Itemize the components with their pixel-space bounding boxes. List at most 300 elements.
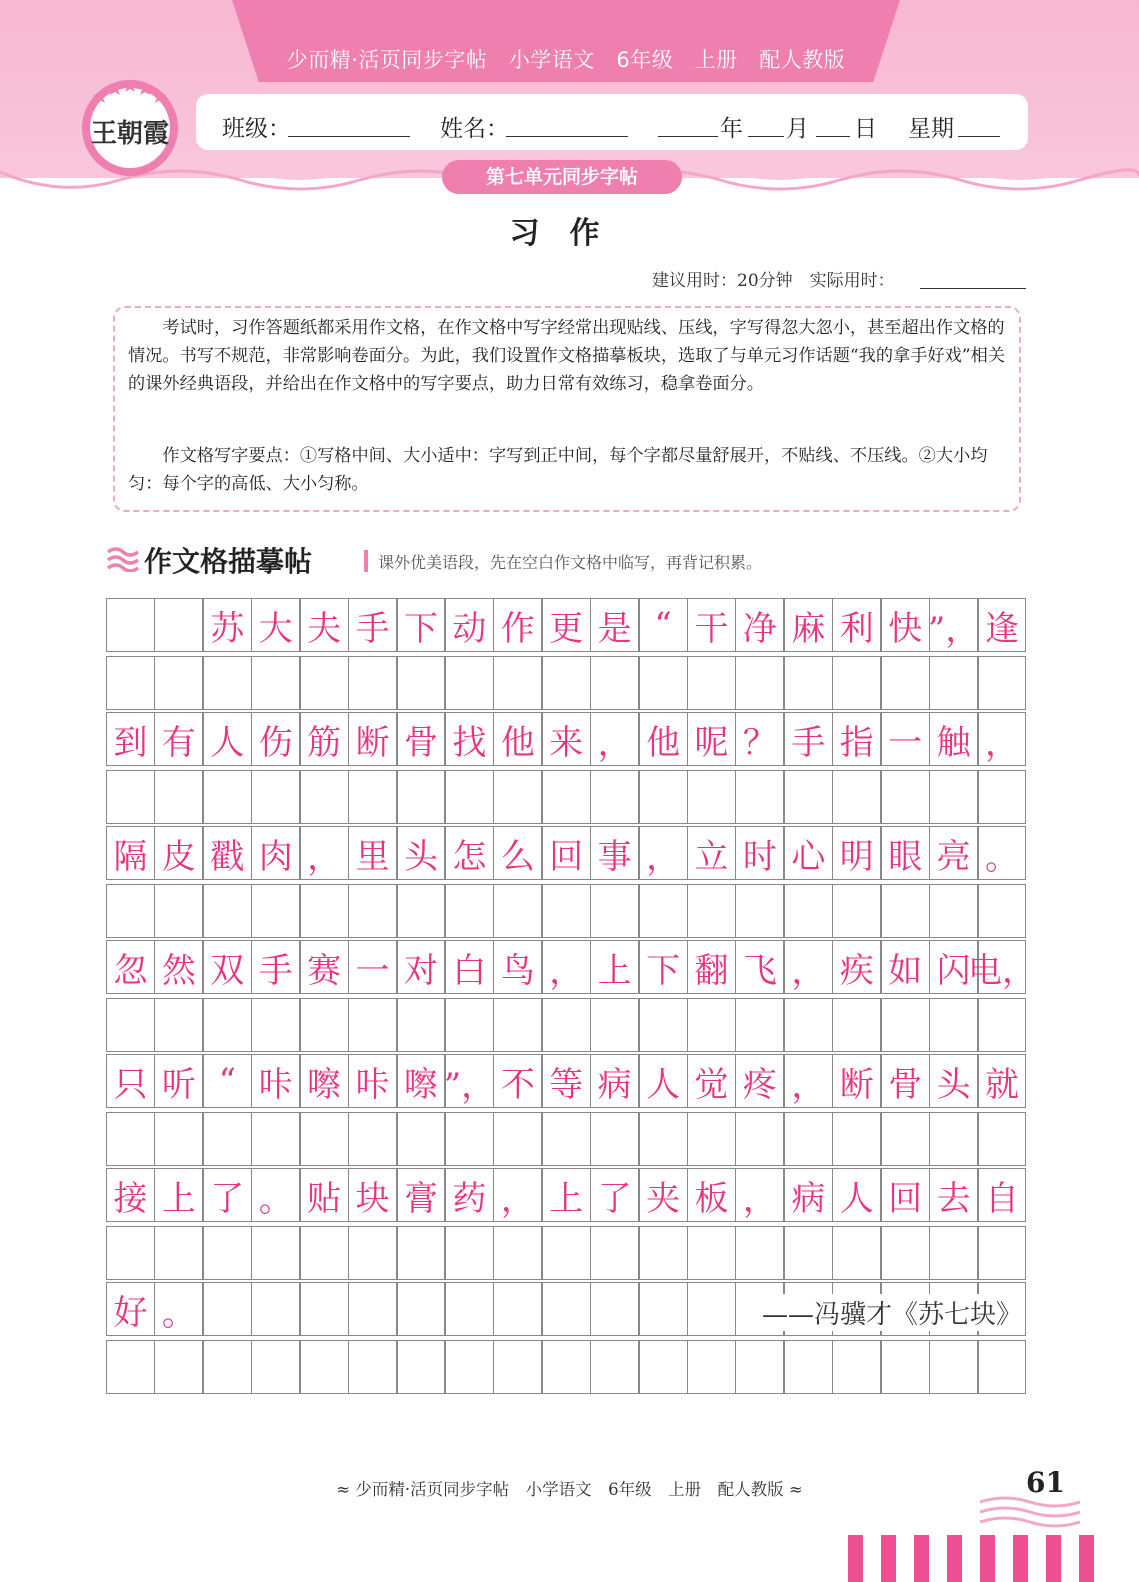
practice-cell[interactable] (832, 1226, 881, 1280)
practice-cell[interactable] (832, 1340, 881, 1394)
practice-cell[interactable] (542, 1226, 591, 1280)
practice-cell[interactable] (445, 1112, 494, 1166)
grid-cell (929, 712, 978, 766)
grid-cell (493, 598, 542, 652)
practice-cell[interactable] (493, 770, 542, 824)
wave-icon (106, 546, 140, 572)
grid-cell (590, 940, 639, 994)
page-title: 习作 (509, 216, 630, 251)
grid-cell (300, 826, 349, 880)
practice-cell[interactable] (397, 1226, 446, 1280)
practice-cell[interactable] (397, 770, 446, 824)
grid-char: 怎 (452, 836, 487, 877)
day-label: 日 (854, 116, 877, 142)
practice-cell[interactable] (639, 656, 688, 710)
practice-cell[interactable] (881, 1340, 930, 1394)
practice-cell[interactable] (154, 770, 203, 824)
grid-cell (784, 598, 833, 652)
grid-cell (154, 598, 203, 652)
grid-cell (639, 940, 688, 994)
practice-cell[interactable] (251, 1226, 300, 1280)
practice-cell[interactable] (687, 1226, 736, 1280)
grid-cell (687, 1054, 736, 1108)
practice-cell[interactable] (881, 1112, 930, 1166)
practice-cell[interactable] (735, 998, 784, 1052)
practice-cell[interactable] (687, 656, 736, 710)
grid-cell (735, 1168, 784, 1222)
practice-cell[interactable] (203, 998, 252, 1052)
practice-cell[interactable] (542, 998, 591, 1052)
practice-cell[interactable] (590, 1340, 639, 1394)
practice-cell[interactable] (397, 656, 446, 710)
grid-cell (784, 940, 833, 994)
grid-cell (397, 1054, 446, 1108)
practice-cell[interactable] (154, 1226, 203, 1280)
grid-cell (397, 598, 446, 652)
practice-cell[interactable] (348, 1112, 397, 1166)
grid-char: 。 (258, 1180, 293, 1220)
practice-cell[interactable] (493, 1112, 542, 1166)
grid-cell (445, 598, 494, 652)
grid-char: ”， (927, 610, 980, 650)
practice-cell[interactable] (590, 1112, 639, 1166)
footer-stripe (848, 1535, 863, 1582)
grid-char: 接 (113, 1178, 148, 1219)
grid-cell (590, 598, 639, 652)
practice-cell[interactable] (784, 1112, 833, 1166)
practice-cell[interactable] (978, 998, 1027, 1052)
grid-char: 鸟 (500, 950, 535, 991)
grid-cell (106, 1282, 155, 1336)
practice-cell[interactable] (203, 656, 252, 710)
grid-cell (300, 712, 349, 766)
practice-cell[interactable] (881, 1226, 930, 1280)
practice-cell[interactable] (978, 1340, 1027, 1394)
grid-char: 他 (646, 722, 681, 763)
grid-cell (542, 1168, 591, 1222)
practice-cell[interactable] (832, 1112, 881, 1166)
practice-cell[interactable] (832, 884, 881, 938)
practice-cell[interactable] (639, 1112, 688, 1166)
grid-cell (639, 598, 688, 652)
practice-cell[interactable] (735, 1226, 784, 1280)
practice-cell[interactable] (154, 1340, 203, 1394)
practice-cell[interactable] (445, 1340, 494, 1394)
grid-char: 他 (500, 722, 535, 763)
grid-char: 夫 (307, 608, 342, 649)
grid-char: ， (791, 952, 826, 992)
practice-cell[interactable] (542, 1340, 591, 1394)
practice-cell[interactable] (639, 770, 688, 824)
grid-cell (832, 826, 881, 880)
practice-cell[interactable] (978, 1112, 1027, 1166)
intro-paragraph-2: 作文格写字要点：①写格中间、大小适中：字写到正中间，每个字都尽量舒展开，不贴线、不压线。②大小均匀：每个字的高低、大小匀称。 (128, 446, 988, 494)
class-field[interactable] (288, 136, 410, 137)
grid-cell (397, 1168, 446, 1222)
grid-cell (251, 940, 300, 994)
practice-cell[interactable] (832, 998, 881, 1052)
grid-cell (106, 1168, 155, 1222)
practice-cell[interactable] (881, 884, 930, 938)
grid-char: ， (597, 724, 632, 764)
grid-char: ， (549, 952, 584, 992)
practice-cell[interactable] (493, 884, 542, 938)
grid-cell (881, 826, 930, 880)
practice-cell[interactable] (929, 1340, 978, 1394)
practice-cell[interactable] (106, 656, 155, 710)
day-field[interactable] (816, 136, 850, 137)
footer-stripe (914, 1535, 929, 1582)
grid-char: 如 (888, 950, 923, 991)
practice-cell[interactable] (978, 656, 1027, 710)
grid-char: 净 (742, 608, 777, 649)
practice-cell[interactable] (251, 656, 300, 710)
practice-cell[interactable] (542, 770, 591, 824)
practice-cell[interactable] (397, 1340, 446, 1394)
month-field[interactable] (748, 136, 784, 137)
practice-cell[interactable] (251, 1112, 300, 1166)
practice-cell[interactable] (590, 770, 639, 824)
practice-cell[interactable] (300, 884, 349, 938)
grid-char: 电， (968, 950, 1037, 991)
grid-cell (590, 1282, 639, 1336)
practice-cell[interactable] (300, 1340, 349, 1394)
practice-cell[interactable] (687, 1112, 736, 1166)
grid-cell (154, 712, 203, 766)
grid-char: 板 (694, 1178, 729, 1219)
practice-cell[interactable] (687, 1340, 736, 1394)
grid-char: 逢 (985, 608, 1020, 649)
year-label: 年 (720, 116, 743, 142)
practice-cell[interactable] (929, 1112, 978, 1166)
grid-cell (348, 1054, 397, 1108)
practice-cell[interactable] (590, 884, 639, 938)
grid-cell (493, 1168, 542, 1222)
practice-cell[interactable] (978, 884, 1027, 938)
actual-time-field[interactable] (920, 288, 1026, 289)
grid-char: 自 (985, 1178, 1020, 1219)
grid-char: “ (218, 1061, 236, 1101)
grid-char: 头 (936, 1064, 971, 1105)
grid-cell (251, 598, 300, 652)
practice-cell[interactable] (639, 1226, 688, 1280)
grid-char: 苏 (210, 608, 245, 649)
practice-cell[interactable] (639, 884, 688, 938)
grid-cell (154, 826, 203, 880)
practice-cell[interactable] (881, 656, 930, 710)
practice-cell[interactable] (493, 998, 542, 1052)
grid-cell (639, 1054, 688, 1108)
practice-cell[interactable] (300, 1112, 349, 1166)
name-field[interactable] (506, 136, 628, 137)
practice-cell[interactable] (687, 884, 736, 938)
grid-char: 上 (549, 1178, 584, 1219)
grid-cell (445, 1168, 494, 1222)
grid-cell (445, 1282, 494, 1336)
grid-char: ， (791, 1066, 826, 1106)
grid-char: 上 (161, 1178, 196, 1219)
grid-char: 有 (161, 722, 196, 763)
grid-cell (251, 826, 300, 880)
practice-cell[interactable] (106, 998, 155, 1052)
practice-cell[interactable] (978, 1226, 1027, 1280)
grid-cell (687, 826, 736, 880)
grid-cell (397, 712, 446, 766)
practice-cell[interactable] (154, 656, 203, 710)
practice-cell[interactable] (251, 884, 300, 938)
weekday-field[interactable] (958, 136, 1000, 137)
practice-cell[interactable] (445, 998, 494, 1052)
grid-cell (445, 1054, 494, 1108)
practice-cell[interactable] (590, 1226, 639, 1280)
practice-cell[interactable] (542, 884, 591, 938)
grid-char: 指 (839, 722, 874, 763)
grid-cell (493, 712, 542, 766)
practice-cell[interactable] (735, 1340, 784, 1394)
practice-cell[interactable] (300, 1226, 349, 1280)
grid-char: 回 (549, 836, 584, 877)
grid-char: 病 (791, 1178, 826, 1219)
practice-cell[interactable] (300, 770, 349, 824)
practice-cell[interactable] (251, 770, 300, 824)
grid-cell (784, 712, 833, 766)
practice-cell[interactable] (397, 998, 446, 1052)
practice-cell[interactable] (203, 1340, 252, 1394)
grid-cell (493, 1282, 542, 1336)
composition-grid (106, 598, 1037, 1396)
grid-char: 。 (161, 1294, 196, 1334)
grid-cell (251, 712, 300, 766)
grid-char: 干 (694, 608, 729, 649)
practice-cell[interactable] (784, 998, 833, 1052)
grid-char: 手 (355, 608, 390, 649)
grid-char: 不 (500, 1064, 535, 1105)
practice-cell[interactable] (106, 770, 155, 824)
section-title: 作文格描摹帖 (144, 545, 313, 578)
grid-char: 骨 (403, 722, 438, 763)
practice-cell[interactable] (203, 884, 252, 938)
practice-cell[interactable] (639, 1340, 688, 1394)
practice-cell[interactable] (493, 1226, 542, 1280)
grid-char: ， (985, 724, 1020, 764)
practice-cell[interactable] (106, 1340, 155, 1394)
practice-cell[interactable] (784, 884, 833, 938)
grid-char: 时 (742, 836, 777, 877)
grid-char: 眼 (888, 836, 923, 877)
grid-char: 动 (452, 608, 487, 649)
practice-cell[interactable] (590, 998, 639, 1052)
practice-cell[interactable] (929, 770, 978, 824)
practice-cell[interactable] (735, 884, 784, 938)
practice-cell[interactable] (784, 770, 833, 824)
practice-cell[interactable] (348, 1340, 397, 1394)
page-number: 61 (1026, 1466, 1065, 1499)
grid-char: 贴 (307, 1178, 342, 1219)
grid-cell (929, 826, 978, 880)
practice-cell[interactable] (348, 884, 397, 938)
practice-cell[interactable] (348, 770, 397, 824)
footer-stripe (980, 1535, 995, 1582)
grid-cell (687, 1282, 736, 1336)
practice-cell[interactable] (687, 998, 736, 1052)
practice-cell[interactable] (445, 770, 494, 824)
practice-cell[interactable] (735, 1112, 784, 1166)
practice-cell[interactable] (445, 656, 494, 710)
practice-cell[interactable] (832, 770, 881, 824)
practice-cell[interactable] (881, 998, 930, 1052)
grid-cell (639, 826, 688, 880)
practice-cell[interactable] (784, 1226, 833, 1280)
grid-cell (203, 712, 252, 766)
practice-cell[interactable] (687, 770, 736, 824)
practice-cell[interactable] (493, 1340, 542, 1394)
practice-cell[interactable] (203, 1226, 252, 1280)
grid-char: 疾 (839, 950, 874, 991)
practice-cell[interactable] (639, 998, 688, 1052)
practice-cell[interactable] (832, 656, 881, 710)
grid-cell (106, 712, 155, 766)
grid-cell (154, 1054, 203, 1108)
grid-cell (639, 712, 688, 766)
grid-cell (106, 940, 155, 994)
grid-char: 下 (403, 608, 438, 649)
grid-char: 是 (597, 608, 632, 649)
practice-cell[interactable] (735, 770, 784, 824)
grid-cell (348, 826, 397, 880)
grid-char: 立 (694, 836, 729, 877)
practice-cell[interactable] (106, 884, 155, 938)
practice-cell[interactable] (348, 1226, 397, 1280)
grid-char: 去 (936, 1178, 971, 1219)
practice-cell[interactable] (203, 1112, 252, 1166)
practice-cell[interactable] (881, 770, 930, 824)
attribution: ——冯骥才《苏七块》 (760, 1294, 1024, 1331)
grid-cell (687, 1168, 736, 1222)
grid-char: 人 (210, 722, 245, 763)
grid-char: 找 (452, 722, 487, 763)
grid-char: 回 (888, 1178, 923, 1219)
grid-char: 对 (403, 950, 438, 991)
practice-cell[interactable] (929, 884, 978, 938)
grid-cell (348, 1282, 397, 1336)
grid-cell (397, 940, 446, 994)
practice-cell[interactable] (542, 656, 591, 710)
grid-char: 心 (791, 836, 826, 877)
grid-char: 呢 (694, 722, 729, 763)
practice-cell[interactable] (300, 998, 349, 1052)
practice-cell[interactable] (735, 656, 784, 710)
grid-char: ， (646, 838, 681, 878)
practice-cell[interactable] (542, 1112, 591, 1166)
grid-cell (735, 826, 784, 880)
grid-char: 飞 (742, 950, 777, 991)
grid-char: 白 (452, 950, 487, 991)
grid-cell (881, 1054, 930, 1108)
grid-char: 亮 (936, 836, 971, 877)
practice-cell[interactable] (445, 1226, 494, 1280)
practice-cell[interactable] (929, 656, 978, 710)
grid-cell (300, 940, 349, 994)
grid-char: “ (654, 605, 672, 645)
grid-cell (154, 1168, 203, 1222)
grid-cell (493, 1054, 542, 1108)
grid-cell (203, 1282, 252, 1336)
grid-char: 药 (452, 1178, 487, 1219)
practice-cell[interactable] (784, 1340, 833, 1394)
grid-char: 块 (355, 1178, 390, 1219)
grid-cell (687, 712, 736, 766)
grid-cell (106, 826, 155, 880)
practice-cell[interactable] (397, 1112, 446, 1166)
grid-cell (687, 598, 736, 652)
grid-char: 明 (839, 836, 874, 877)
practice-cell[interactable] (154, 884, 203, 938)
practice-cell[interactable] (251, 1340, 300, 1394)
practice-cell[interactable] (154, 1112, 203, 1166)
grid-cell (735, 598, 784, 652)
practice-cell[interactable] (784, 656, 833, 710)
practice-cell[interactable] (348, 998, 397, 1052)
grid-char: 好 (113, 1292, 148, 1333)
footer-stripe (1046, 1535, 1061, 1582)
grid-cell (493, 826, 542, 880)
practice-cell[interactable] (106, 1112, 155, 1166)
grid-cell (639, 1168, 688, 1222)
practice-cell[interactable] (106, 1226, 155, 1280)
section-divider (364, 550, 368, 572)
grid-cell (590, 826, 639, 880)
practice-cell[interactable] (929, 1226, 978, 1280)
grid-char: 一 (355, 950, 390, 991)
practice-cell[interactable] (445, 884, 494, 938)
practice-cell[interactable] (300, 656, 349, 710)
practice-cell[interactable] (493, 656, 542, 710)
grid-cell (978, 1054, 1027, 1108)
practice-cell[interactable] (978, 770, 1027, 824)
grid-cell (784, 1168, 833, 1222)
practice-cell[interactable] (203, 770, 252, 824)
grid-cell (154, 940, 203, 994)
grid-cell (445, 826, 494, 880)
grid-char: 人 (646, 1064, 681, 1105)
practice-cell[interactable] (348, 656, 397, 710)
practice-cell[interactable] (590, 656, 639, 710)
grid-cell (978, 598, 1027, 652)
grid-cell (348, 712, 397, 766)
grid-cell (542, 712, 591, 766)
year-field[interactable] (658, 136, 718, 137)
grid-cell (300, 598, 349, 652)
grid-char: ， (742, 1180, 777, 1220)
footer-stripe (881, 1535, 896, 1582)
grid-cell (251, 1054, 300, 1108)
intro-paragraph-1: 考试时，习作答题纸都采用作文格，在作文格中写字经常出现贴线、压线，字写得忽大忽小，甚至超出作文格的情况。书写不规范，非常影响卷面分。为此，我们设置作文格描摹板块，选取了与单元习作话题“我的拿手好戏”相关的课外经典语段，并给出在作文格中的写字要点，助力日常有效练习，稳拿卷面分。 (128, 318, 1005, 394)
practice-cell[interactable] (154, 998, 203, 1052)
grid-cell (881, 940, 930, 994)
practice-cell[interactable] (251, 998, 300, 1052)
grid-cell (735, 1054, 784, 1108)
grid-cell (300, 1054, 349, 1108)
grid-char: 疼 (742, 1064, 777, 1105)
grid-cell (445, 712, 494, 766)
grid-cell (978, 1168, 1027, 1222)
grid-char: 忽 (113, 950, 148, 991)
practice-cell[interactable] (929, 998, 978, 1052)
practice-cell[interactable] (397, 884, 446, 938)
grid-char: 下 (646, 950, 681, 991)
grid-char: 人 (839, 1178, 874, 1219)
grid-cell (445, 940, 494, 994)
